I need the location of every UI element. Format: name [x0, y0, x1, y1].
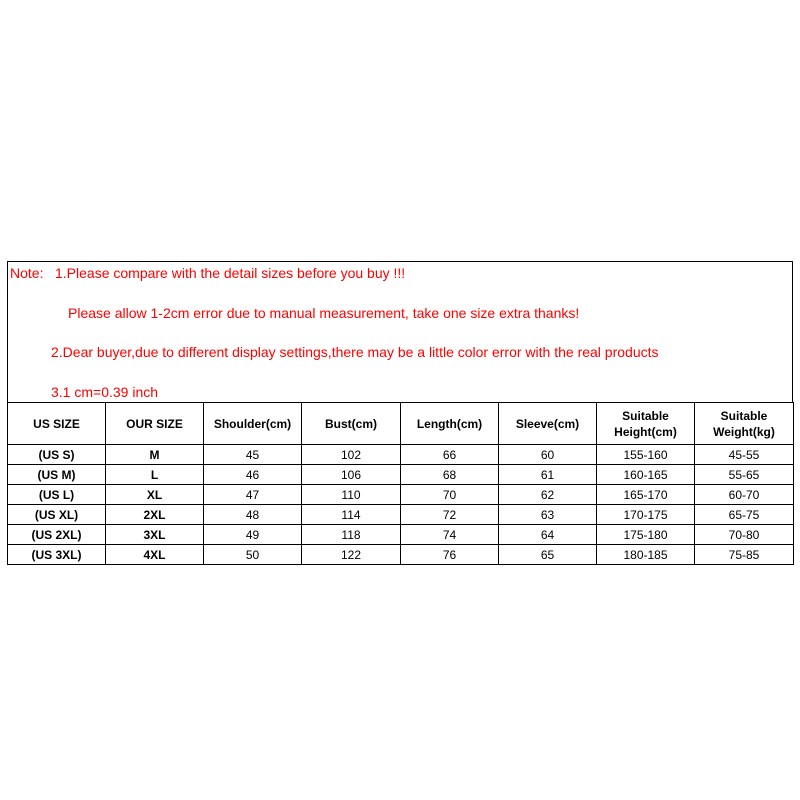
cell-length: 66	[401, 445, 499, 465]
cell-us-size: (US M)	[8, 465, 106, 485]
note-line-2: Please allow 1-2cm error due to manual measurement, take one size extra thanks!	[68, 305, 580, 321]
note-prefix: Note:	[10, 265, 44, 281]
cell-bust: 110	[302, 485, 401, 505]
cell-sleeve: 65	[499, 545, 597, 565]
header-our-size: OUR SIZE	[106, 403, 204, 445]
cell-weight: 45-55	[695, 445, 794, 465]
cell-length: 76	[401, 545, 499, 565]
cell-shoulder: 46	[204, 465, 302, 485]
header-height-line-2: Height(cm)	[614, 424, 677, 439]
cell-bust: 122	[302, 545, 401, 565]
table-row	[8, 525, 794, 545]
table-header-row	[8, 403, 794, 445]
cell-us-size: (US 3XL)	[8, 545, 106, 565]
table-row	[8, 545, 794, 565]
cell-shoulder: 47	[204, 485, 302, 505]
note-box	[7, 261, 793, 402]
cell-length: 70	[401, 485, 499, 505]
cell-length: 74	[401, 525, 499, 545]
cell-our-size: L	[106, 465, 204, 485]
cell-sleeve: 62	[499, 485, 597, 505]
size-chart	[7, 261, 793, 565]
table-row	[8, 505, 794, 525]
cell-weight: 55-65	[695, 465, 794, 485]
cell-length: 68	[401, 465, 499, 485]
cell-bust: 114	[302, 505, 401, 525]
cell-bust: 118	[302, 525, 401, 545]
note-line-1	[10, 265, 405, 281]
cell-height: 170-175	[597, 505, 695, 525]
cell-height: 165-170	[597, 485, 695, 505]
table-row	[8, 465, 794, 485]
table-row	[8, 485, 794, 505]
cell-us-size: (US XL)	[8, 505, 106, 525]
header-weight-line-2: Weight(kg)	[713, 424, 775, 439]
cell-weight: 65-75	[695, 505, 794, 525]
header-weight-line-1: Suitable	[720, 408, 768, 423]
cell-sleeve: 61	[499, 465, 597, 485]
cell-shoulder: 50	[204, 545, 302, 565]
cell-us-size: (US 2XL)	[8, 525, 106, 545]
cell-sleeve: 64	[499, 525, 597, 545]
cell-bust: 106	[302, 465, 401, 485]
cell-us-size: (US L)	[8, 485, 106, 505]
note-text-1: 1.Please compare with the detail sizes before you buy !!!	[55, 265, 406, 281]
cell-height: 180-185	[597, 545, 695, 565]
cell-weight: 70-80	[695, 525, 794, 545]
note-line-4: 3.1 cm=0.39 inch	[51, 384, 159, 400]
cell-us-size: (US S)	[8, 445, 106, 465]
cell-sleeve: 63	[499, 505, 597, 525]
cell-height: 155-160	[597, 445, 695, 465]
cell-weight: 60-70	[695, 485, 794, 505]
cell-bust: 102	[302, 445, 401, 465]
cell-our-size: XL	[106, 485, 204, 505]
cell-weight: 75-85	[695, 545, 794, 565]
note-line-3: 2.Dear buyer,due to different display settings,there may be a little color error with the real products	[51, 344, 659, 360]
cell-shoulder: 49	[204, 525, 302, 545]
header-shoulder: Shoulder(cm)	[204, 403, 302, 445]
header-height	[597, 403, 695, 445]
table-row	[8, 445, 794, 465]
header-us-size: US SIZE	[8, 403, 106, 445]
cell-length: 72	[401, 505, 499, 525]
size-table	[7, 402, 794, 565]
cell-our-size: 4XL	[106, 545, 204, 565]
header-length: Length(cm)	[401, 403, 499, 445]
header-bust: Bust(cm)	[302, 403, 401, 445]
header-sleeve: Sleeve(cm)	[499, 403, 597, 445]
cell-our-size: M	[106, 445, 204, 465]
cell-height: 175-180	[597, 525, 695, 545]
header-weight	[695, 403, 794, 445]
cell-shoulder: 48	[204, 505, 302, 525]
cell-our-size: 2XL	[106, 505, 204, 525]
header-height-line-1: Suitable	[622, 408, 669, 423]
cell-height: 160-165	[597, 465, 695, 485]
cell-shoulder: 45	[204, 445, 302, 465]
cell-sleeve: 60	[499, 445, 597, 465]
cell-our-size: 3XL	[106, 525, 204, 545]
